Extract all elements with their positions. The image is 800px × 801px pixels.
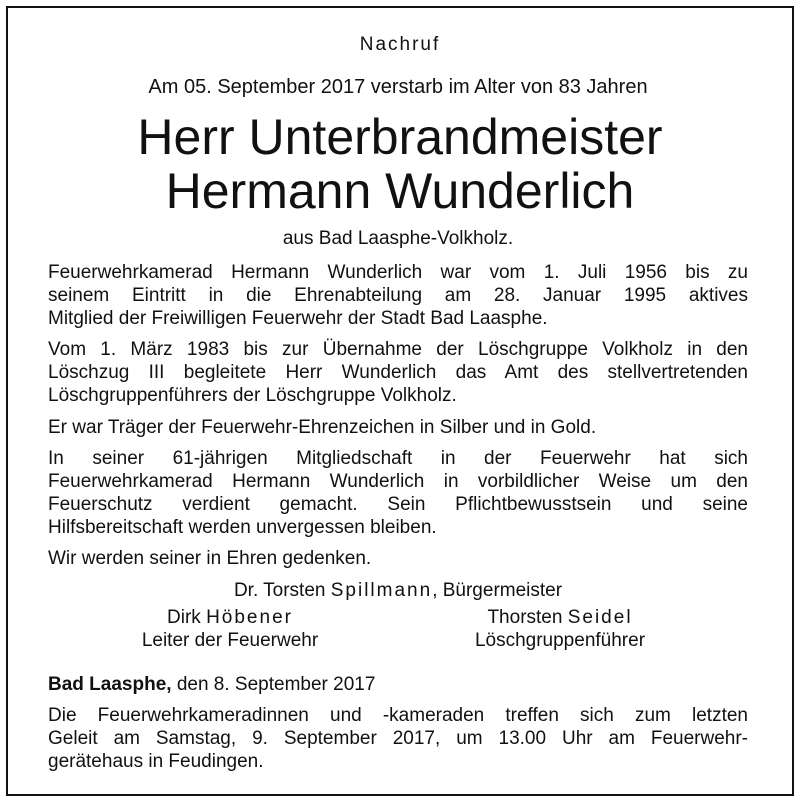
signature-first-name: Dirk [167,607,207,628]
paragraph-line: Geleit am Samstag, 9. September 2017, um 13.00 Uhr am Feuerwehr- [48,728,748,749]
paragraph-line: Hilfsbereitschaft werden unvergessen bleiben. [48,517,437,538]
place-date-line [48,674,748,696]
paragraph-remembrance: Wir werden seiner in Ehren gedenken. [48,548,372,569]
signature-mayor [48,580,748,602]
paragraph-line: Löschgruppenführers der Löschgruppe Volkholz. [48,385,457,406]
notice-heading: Nachruf [359,34,441,55]
paragraph-line: Mitglied der Freiwilligen Feuerwehr der Stadt Bad Laasphe. [48,308,548,329]
paragraph-line: Vom 1. März 1983 bis zur Übernahme der Löschgruppe Volkholz in den [48,339,748,360]
signature-role: Löschgruppenführer [474,630,646,651]
signature-surname: Seidel [567,607,633,628]
signature-first-name: Thorsten [487,607,568,628]
origin-line: aus Bad Laasphe-Volkholz. [282,228,514,249]
paragraph-line: Löschzug III begleitete Herr Wunderlich das Amt des stellvertretenden [48,362,748,383]
intro-line: Am 05. September 2017 verstarb im Alter von 83 Jahren [148,76,648,98]
paragraph-line: seinem Eintritt in die Ehrenabteilung am 28. Januar 1995 aktives [48,285,748,306]
signature-right [430,606,690,652]
paragraph-line: Die Feuerwehrkameradinnen und -kameraden treffen sich zum letzten [48,705,748,726]
signature-surname: Höbener [206,607,293,628]
signature-left [100,606,360,652]
place-name: Bad Laasphe, [48,674,172,695]
signature-first-name: Dr. Torsten [233,580,331,601]
signature-role: Leiter der Feuerwehr [141,630,319,651]
paragraph-line: Feuerwehrkamerad Hermann Wunderlich war vom 1. Juli 1956 bis zu [48,262,748,283]
paragraph-line: Feuerwehrkamerad Hermann Wunderlich in vorbildlicher Weise um den [48,471,748,492]
paragraph-line: Feuerschutz verdient gemacht. Sein Pflichtbewusstsein und seine [48,494,748,515]
date-text: den 8. September 2017 [171,674,376,695]
paragraph-honors: Er war Träger der Feuerwehr-Ehrenzeichen in Silber und in Gold. [48,417,597,438]
title-rank: Herr Unterbrandmeister [137,109,663,165]
paragraph-line: In seiner 61-jährigen Mitgliedschaft in der Feuerwehr hat sich [48,448,748,469]
paragraph-line: gerätehaus in Feudingen. [48,751,264,772]
signature-role: , Bürgermeister [432,580,563,601]
title-name: Hermann Wunderlich [165,163,635,219]
signature-surname: Spillmann [330,580,433,601]
